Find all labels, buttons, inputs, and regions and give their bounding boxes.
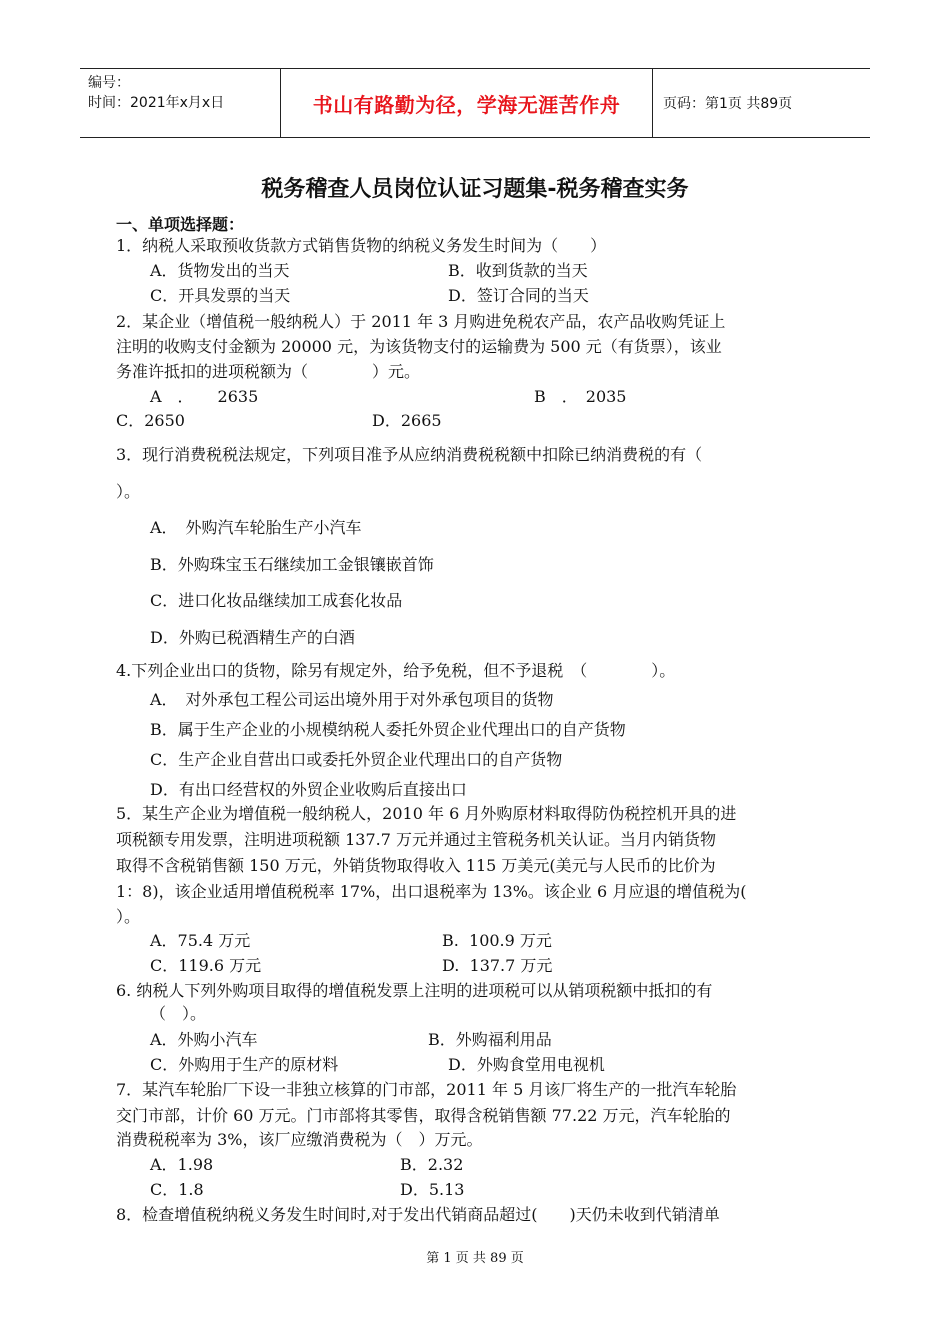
- option-line: D．签订合同的当天: [448, 286, 589, 305]
- option-line: D．外购食堂用电视机: [448, 1055, 605, 1074]
- text-line: 交门市部，计价 60 万元。门市部将其零售，取得含税销售额 77.22 万元，汽车轮胎的: [116, 1106, 731, 1125]
- text-line: 项税额专用发票，注明进项税额 137.7 万元并通过主管税务机关认证。当月内销货物: [116, 830, 716, 849]
- text-line: （ ）。: [150, 1004, 207, 1023]
- option-line: C．外购用于生产的原材料: [150, 1055, 339, 1074]
- option-line: C．119.6 万元: [150, 956, 262, 975]
- option-line: B．外购福利用品: [428, 1030, 552, 1049]
- option-line: B．外购珠宝玉石继续加工金银镶嵌首饰: [150, 555, 434, 574]
- option-line: A ． 2635: [150, 387, 259, 406]
- text-line: 1．纳税人采取预收货款方式销售货物的纳税义务发生时间为（ ）: [116, 236, 607, 255]
- text-line: 5．某生产企业为增值税一般纳税人，2010 年 6 月外购原材料取得防伪税控机开具的进: [116, 804, 737, 823]
- header-motto-cell: [281, 69, 653, 137]
- header-table: [80, 68, 870, 138]
- text-line: 8．检查增值税纳税义务发生时间时,对于发出代销商品超过( )天仍未收到代销清单: [116, 1205, 720, 1224]
- text-line: 2．某企业（增值税一般纳税人）于 2011 年 3 月购进免税农产品，农产品收购凭证上: [116, 312, 726, 331]
- text-line: 注明的收购支付金额为 20000 元，为该货物支付的运输费为 500 元（有货票），该业: [116, 337, 722, 356]
- option-line: A．75.4 万元: [150, 931, 251, 950]
- page-info: 页码：第1页 共89页: [663, 96, 793, 112]
- text-line: 务准许抵扣的进项税额为（ ）元。: [116, 362, 421, 381]
- text-line: ）。: [116, 907, 141, 926]
- date-label: 时间：2021年x月x日: [88, 95, 225, 111]
- option-line: C．开具发票的当天: [150, 286, 291, 305]
- text-line: 6. 纳税人下列外购项目取得的增值税发票上注明的进项税可以从销项税额中抵扣的有: [116, 981, 713, 1000]
- text-line: 消费税税率为 3%，该厂应缴消费税为（ ）万元。: [116, 1130, 483, 1149]
- option-line: D．有出口经营权的外贸企业收购后直接出口: [150, 780, 467, 799]
- page-title: 税务稽查人员岗位认证习题集-税务稽查实务: [261, 177, 689, 202]
- number-label: 编号：: [88, 75, 130, 91]
- text-line: 3．现行消费税税法规定，下列项目准予从应纳消费税税额中扣除已纳消费税的有（: [116, 445, 703, 464]
- motto-text: 书山有路勤为径，学海无涯苦作舟: [312, 92, 621, 117]
- text-line: 7．某汽车轮胎厂下设一非独立核算的门市部，2011 年 5 月该厂将生产的一批汽车轮胎: [116, 1080, 737, 1099]
- option-line: C．生产企业自营出口或委托外贸企业代理出口的自产货物: [150, 750, 563, 769]
- text-line: 取得不含税销售额 150 万元，外销货物取得收入 115 万美元(美元与人民币的比价为: [116, 856, 716, 875]
- option-line: D．5.13: [400, 1180, 465, 1199]
- option-line: B．收到货款的当天: [448, 261, 588, 280]
- text-line: ）。: [116, 482, 141, 501]
- text-line: 1：8)，该企业适用增值税税率 17%，出口退税率为 13%。该企业 6 月应退的增值税为(: [116, 882, 747, 901]
- option-line: A． 对外承包工程公司运出境外用于对外承包项目的货物: [150, 690, 554, 709]
- option-line: C．1.8: [150, 1180, 204, 1199]
- option-line: C．2650: [116, 411, 185, 430]
- option-line: D. 137.7 万元: [442, 956, 553, 975]
- option-line: D．2665: [372, 411, 442, 430]
- page-footer: 第 1 页 共 89 页: [426, 1251, 524, 1266]
- option-line: A．外购小汽车: [150, 1030, 258, 1049]
- header-page-cell: [653, 69, 870, 137]
- option-line: B．属于生产企业的小规模纳税人委托外贸企业代理出口的自产货物: [150, 720, 626, 739]
- option-line: A． 外购汽车轮胎生产小汽车: [150, 518, 362, 537]
- option-line: C．进口化妆品继续加工成套化妆品: [150, 591, 403, 610]
- option-line: B ． 2035: [534, 387, 627, 406]
- option-line: B. 100.9 万元: [442, 931, 552, 950]
- option-line: D．外购已税酒精生产的白酒: [150, 628, 355, 647]
- text-line: 4.下列企业出口的货物，除另有规定外，给予免税，但不予退税 （ ）。: [116, 661, 676, 680]
- option-line: B．2.32: [400, 1155, 464, 1174]
- option-line: A．货物发出的当天: [150, 261, 290, 280]
- section-heading: 一、单项选择题：: [116, 215, 245, 234]
- header-info-cell: [80, 69, 281, 137]
- option-line: A．1.98: [150, 1155, 214, 1174]
